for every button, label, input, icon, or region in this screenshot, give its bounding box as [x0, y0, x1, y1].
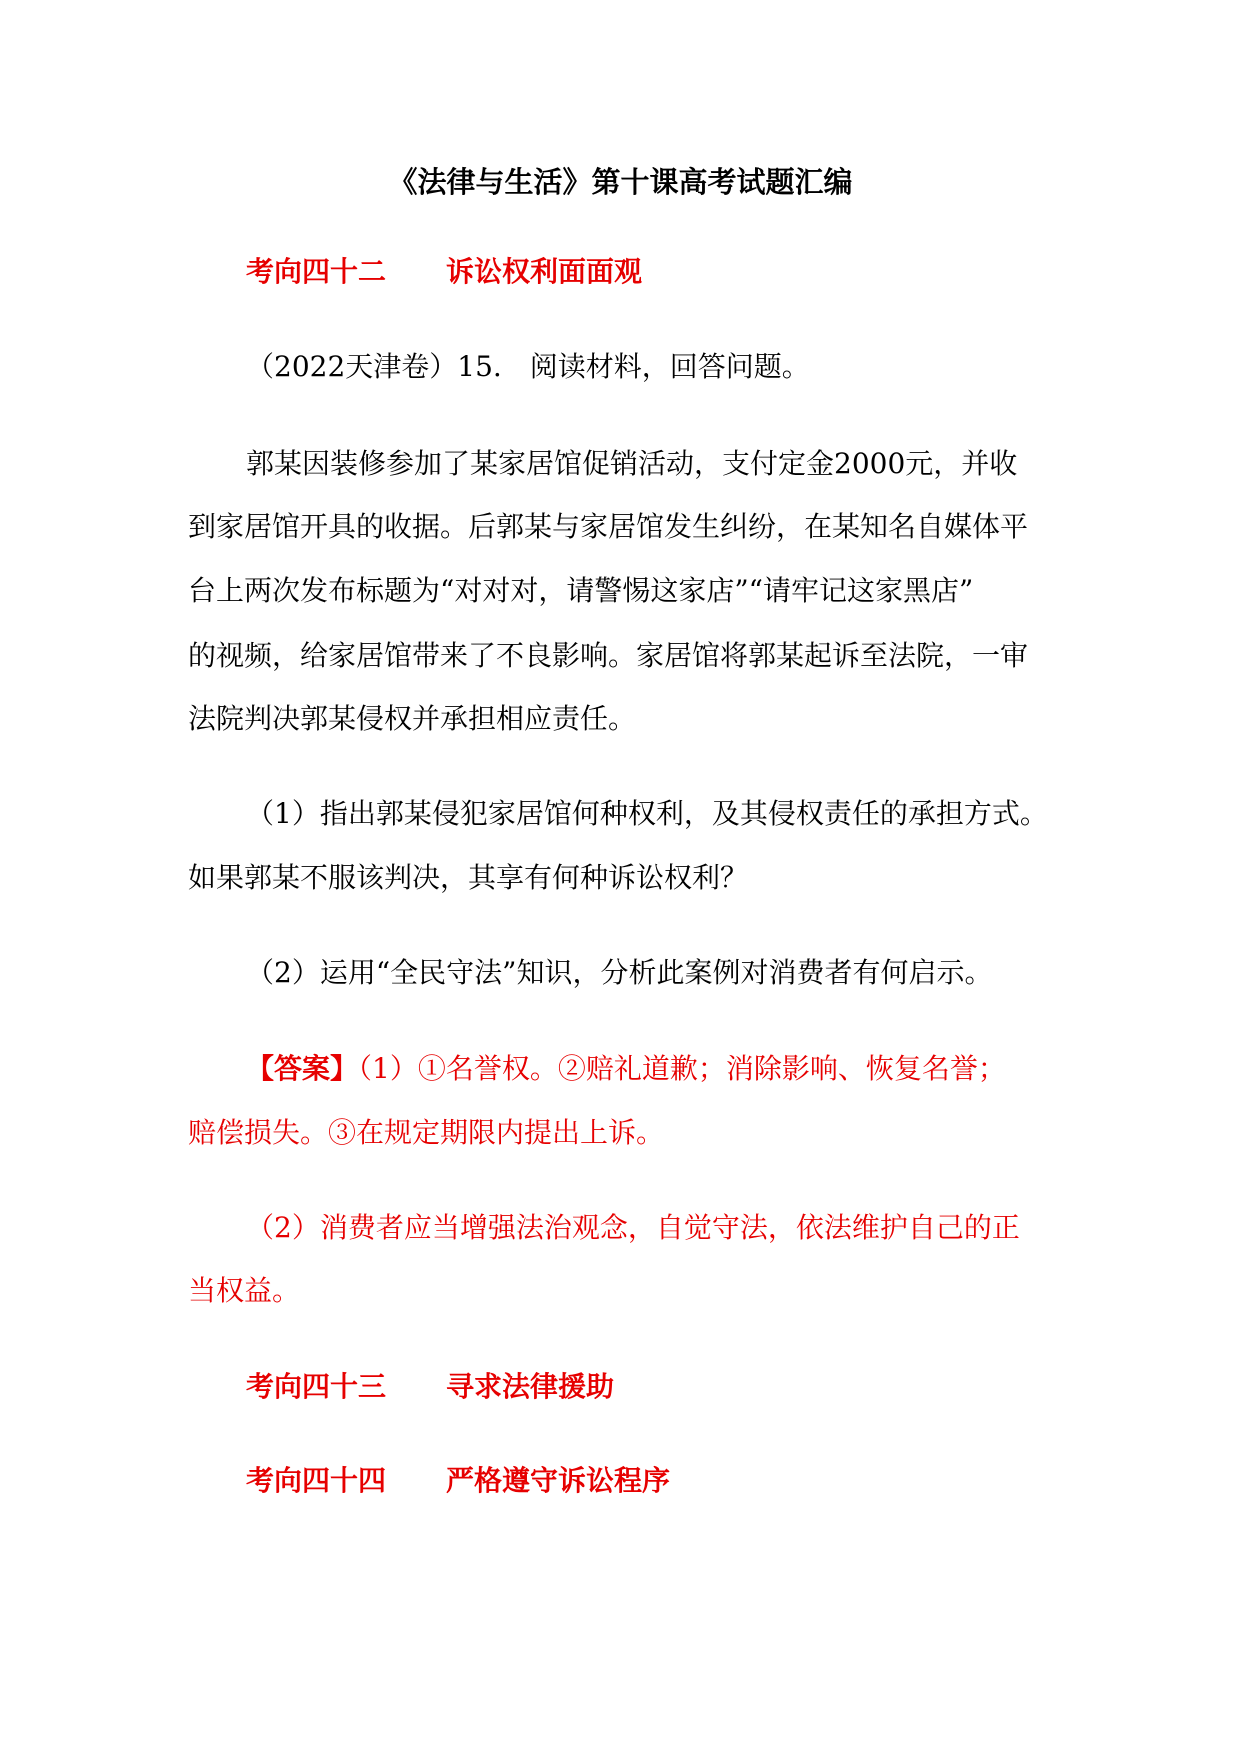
material-line-2: 到家居馆开具的收据。后郭某与家居馆发生纠纷，在某知名自媒体平	[188, 510, 1029, 543]
material-line-5: 法院判决郭某侵权并承担相应责任。	[188, 702, 637, 735]
sub-question-1-line-1: （1）指出郭某侵犯家居馆何种权利，及其侵权责任的承担方式。	[246, 797, 1048, 830]
answer-label: 【答案】	[246, 1052, 359, 1085]
section-number: 考向四十四	[246, 1464, 387, 1497]
sub-question-1-line-2: 如果郭某不服该判决，其享有何种诉讼权利？	[188, 861, 749, 894]
section-number: 考向四十三	[246, 1370, 387, 1403]
material-line-1: 郭某因装修参加了某家居馆促销活动，支付定金2000元，并收	[246, 447, 1018, 480]
section-heading-44	[246, 1463, 670, 1499]
section-name: 严格遵守诉讼程序	[446, 1464, 671, 1497]
section-name: 寻求法律援助	[446, 1370, 615, 1403]
question-source: （2022天津卷）15. 阅读材料，回答问题。	[246, 350, 810, 383]
material-line-3: 台上两次发布标题为“对对对，请警惕这家店”“请牢记这家黑店”	[188, 574, 974, 607]
material-line-4: 的视频，给家居馆带来了不良影响。家居馆将郭某起诉至法院，一审	[188, 639, 1029, 672]
sub-question-2: （2）运用“全民守法”知识，分析此案例对消费者有何启示。	[246, 956, 993, 989]
section-name: 诉讼权利面面观	[446, 255, 643, 288]
answer-part-1-line-1	[246, 1051, 1006, 1087]
answer-part-2-line-1: （2）消费者应当增强法治观念，自觉守法，依法维护自己的正	[246, 1211, 1020, 1244]
answer-part-2-line-2: 当权益。	[188, 1274, 301, 1307]
document-title: 《法律与生活》第十课高考试题汇编	[388, 165, 853, 199]
section-number: 考向四十二	[246, 255, 387, 288]
answer-text: （1）①名誉权。②赔礼道歉；消除影响、恢复名誉；	[358, 1052, 1006, 1085]
section-heading-43	[246, 1369, 614, 1405]
answer-part-1-line-2: 赔偿损失。③在规定期限内提出上诉。	[188, 1116, 665, 1149]
section-heading-42	[246, 254, 642, 290]
